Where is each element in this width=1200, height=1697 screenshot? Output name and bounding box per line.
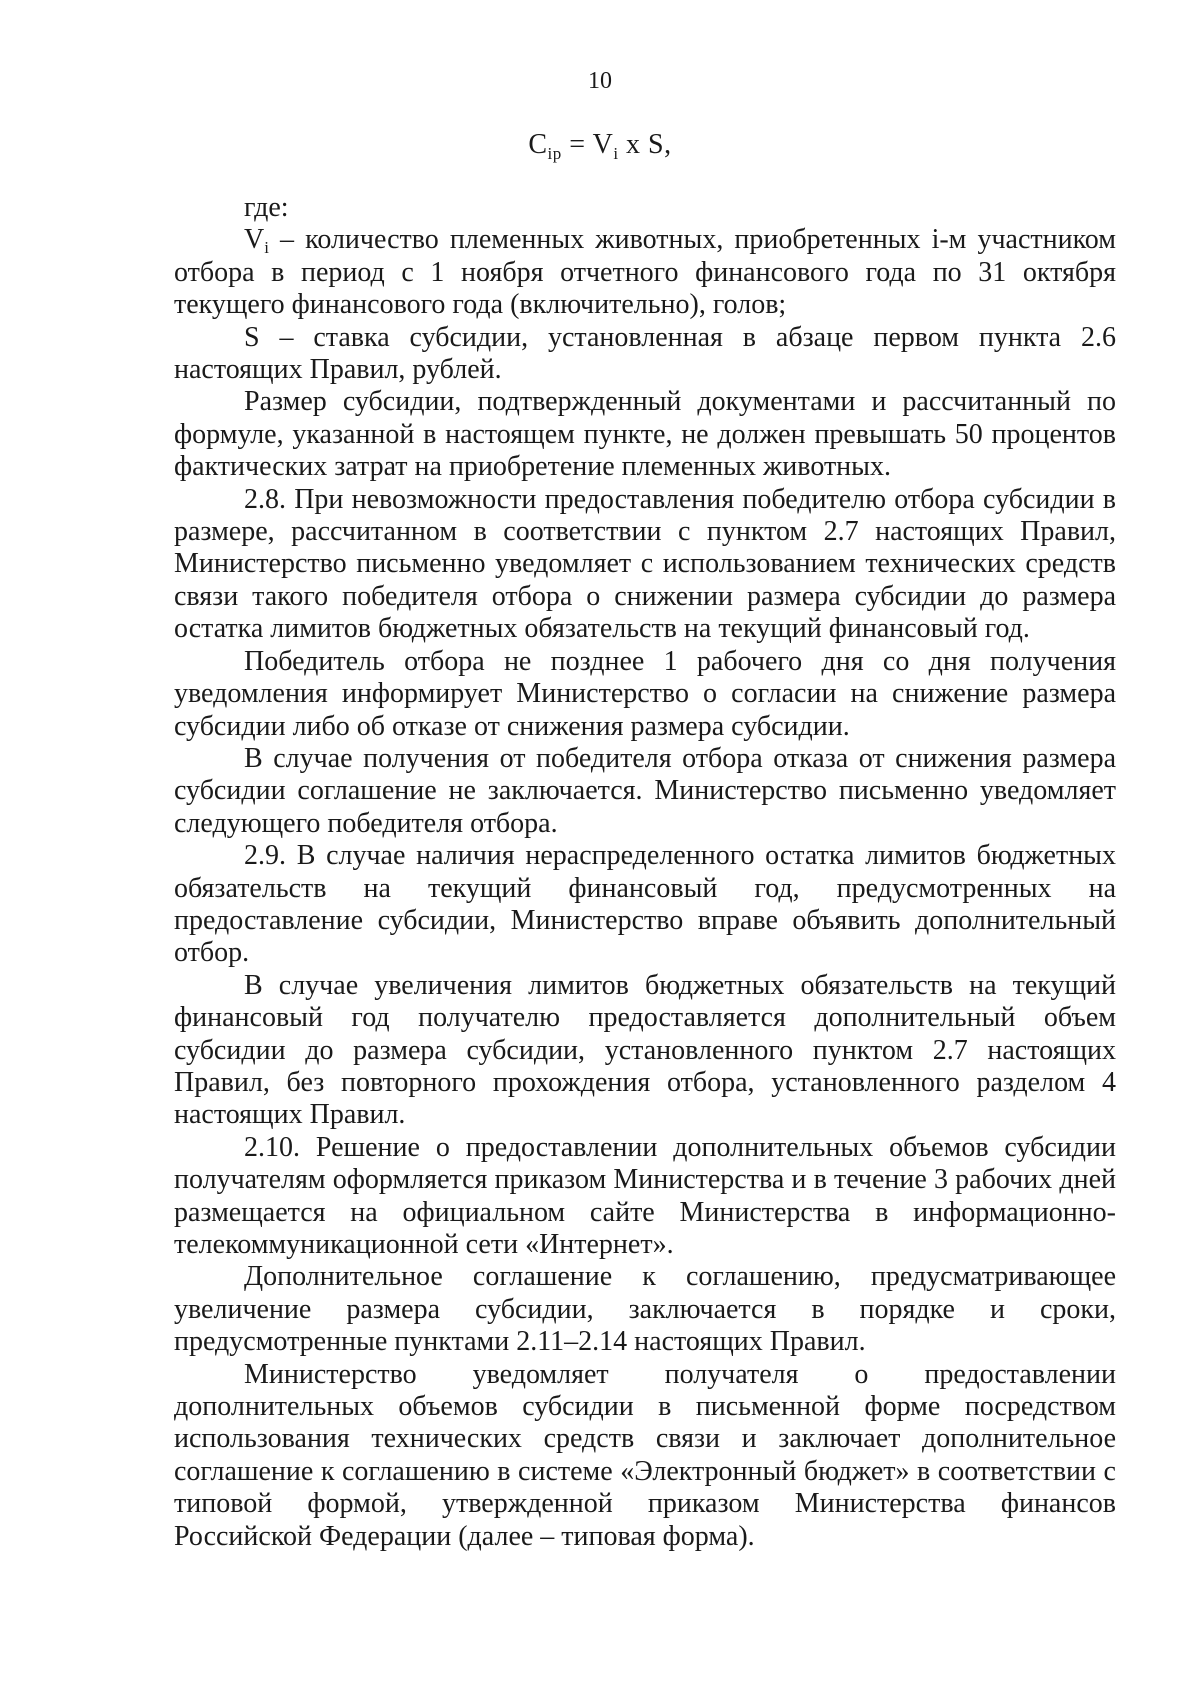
paragraph-s-definition: S – ставка субсидии, установленная в абзаце первом пункта 2.6 настоящих Правил, рублей. xyxy=(174,321,1116,386)
subsidy-formula xyxy=(0,128,1200,162)
page-number: 10 xyxy=(588,68,612,94)
formula-v-var: V xyxy=(592,129,614,160)
formula-v-subscript: i xyxy=(613,144,619,163)
paragraph-size-limit: Размер субсидии, подтвержденный документами и рассчитанный по формуле, указанной в настоящем пункте, не должен превышать 50 процентов фактических затрат на приобретение племенных животных. xyxy=(174,386,1116,483)
paragraph-refusal: В случае получения от победителя отбора отказа от снижения размера субсидии соглашение не заключается. Министерство письменно уведомляет следующего победителя отбора. xyxy=(174,742,1116,839)
formula-rest: x S, xyxy=(618,129,672,160)
paragraph-limits-increase: В случае увеличения лимитов бюджетных обязательств на текущий финансовый год получателю предоставляется дополнительный объем субсидии до размера субсидии, установленного пунктом 2.7 настоящих Правил, без повторного прохождения отбора, установленного разделом 4 настоящих Правил. xyxy=(174,969,1116,1131)
formula-lhs-subscript: ip xyxy=(547,144,562,163)
vi-subscript: i xyxy=(264,238,269,258)
paragraph-additional-agreement: Дополнительное соглашение к соглашению, предусматривающее увеличение размера субсидии, заключается в порядке и сроки, предусмотренные пунктами 2.11–2.14 настоящих Правил. xyxy=(174,1261,1116,1358)
paragraph-winner-notice: Победитель отбора не позднее 1 рабочего дня со дня получения уведомления информирует Министерство о согласии на снижение размера субсидии либо об отказе от снижения размера субсидии. xyxy=(174,645,1116,742)
paragraph-2-10: 2.10. Решение о предоставлении дополнительных объемов субсидии получателям оформляется приказом Министерства и в течение 3 рабочих дней размещается на официальном сайте Министерства в информационно-телекоммуникационной сети «Интернет». xyxy=(174,1131,1116,1260)
paragraph-2-8: 2.8. При невозможности предоставления победителю отбора субсидии в размере, рассчитанном в соответствии с пунктом 2.7 настоящих Правил, Министерство письменно уведомляет с использованием технических средств связи такого победителя отбора о снижении размера субсидии до размера остатка лимитов бюджетных обязательств на текущий финансовый год. xyxy=(174,483,1116,645)
vi-var: V xyxy=(244,224,265,256)
paragraph-where: где: xyxy=(244,192,289,223)
paragraph-2-9: 2.9. В случае наличия нераспределенного остатка лимитов бюджетных обязательств на текущий финансовый год, предусмотренных на предоставление субсидии, Министерство вправе объявить дополнительный отбор. xyxy=(174,840,1116,969)
document-body xyxy=(174,192,1116,1553)
formula-equals: = xyxy=(561,129,593,160)
vi-text: – количество племенных животных, приобретенных i-м участником отбора в период с 1 ноября отчетного финансового года по 31 октября текущего финансового года (включительно), голов; xyxy=(174,224,1116,321)
paragraph-vi-definition xyxy=(174,224,1116,321)
formula-lhs-var: C xyxy=(528,129,548,160)
paragraph-ministry-notice: Министерство уведомляет получателя о предоставлении дополнительных объемов субсидии в письменной форме посредством использования технических средств связи и заключает дополнительное соглашение к соглашению в системе «Электронный бюджет» в соответствии с типовой формой, утвержденной приказом Министерства финансов Российской Федерации (далее – типовая форма). xyxy=(174,1358,1116,1552)
